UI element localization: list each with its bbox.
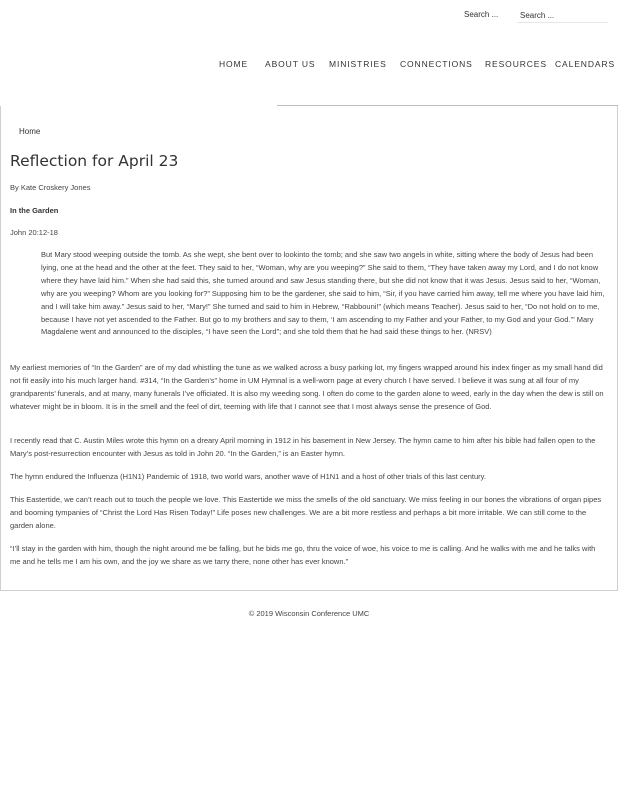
scripture-quote: But Mary stood weeping outside the tomb. As she wept, she bent over to lookinto the tomb; and she saw two angels in white, sitting where the body of Jesus had been lying, one at the head and the other at the feet. They said to her, “Woman, why are you weeping?” She said to them, “They have taken away my Lord, and I do not know where they have laid him.” When she had said this, she turned around and saw Jesus standing there, but she did not know that it was Jesus. Jesus said to her, “Woman, why are you weeping? Whom are you looking for?” Supposing him to be the gardener, she said to him, “Sir, if you have carried him away, tell me where you have laid him, and I will take him away.” Jesus said to her, “Mary!” She turned and said to him in Hebrew, “Rabbouni!” (which means Teacher). Jesus said to her, “Do not hold on to me, because I have not yet ascended to the Father. But go to my brothers and say to them, ‘I am ascending to my Father and your Father, to my God and your God.’” Mary Magdalene went and announced to the disciples, “I have seen the Lord”; and she told them that he had said these things to her. (NRSV) — [41, 250, 605, 337]
search-input[interactable] — [517, 9, 608, 23]
article-paragraph: This Eastertide, we can’t reach out to touch the people we love. This Eastertide we miss the smells of the old sanctuary. We miss feeling in our bones the vibrations of organ pipes and booming tympanies of “Christ the Lord Has Risen Today!” Life poses new challenges. We are a bit more restless and perhaps a bit more irritable. We can still come to the garden alone. — [10, 495, 602, 530]
nav-ministries[interactable]: MINISTRIES — [329, 59, 387, 69]
content-border-left — [0, 106, 1, 590]
article-paragraph: The hymn endured the Influenza (H1N1) Pandemic of 1918, two world wars, another wave of H1N1 and a host of other trials of this last century. — [10, 472, 486, 481]
header-divider — [277, 105, 618, 106]
page-title: Reflection for April 23 — [10, 152, 179, 170]
footer-copyright: © 2019 Wisconsin Conference UMC — [248, 609, 370, 618]
nav-calendars[interactable]: CALENDARS — [555, 59, 616, 69]
article-byline: By Kate Croskery Jones — [10, 183, 91, 192]
nav-about-us[interactable]: ABOUT US — [265, 59, 316, 69]
breadcrumb-home[interactable]: Home — [19, 127, 41, 136]
article-paragraph: My earliest memories of “In the Garden” are of my dad whistling the tune as we walked across a busy parking lot, my fingers wrapped around his index finger as my small hand did not fit easily into his much larger hand. #314, “In the Garden’s” home in UM Hymnal is a well-worn page at every church I have served. I believe it was sung at all four of my grandparents’ funerals, and at many, many funerals I’ve officiated. It is also my weeding song. I often do come to the garden alone to weed, early in the day when the dew is still on whatever might be in bloom. It is in the smell and the feel of dirt, teeming with life that I cannot see that I most always sense the presence of God. — [10, 363, 604, 411]
search-label: Search ... — [464, 10, 499, 19]
hymn-lyrics-paragraph: “I’ll stay in the garden with him, though the night around me be falling, but he bids me go, thru the voice of woe, his voice to me is calling. And he walks with me and he talks with me and he tells me I am his own, and the joy we share as we tarry there, none other has ever known.” — [10, 544, 596, 566]
content-border-bottom — [0, 590, 618, 591]
article-subtitle: In the Garden — [10, 206, 59, 215]
search-form — [464, 9, 614, 23]
nav-home[interactable]: HOME — [219, 59, 249, 69]
nav-resources[interactable]: RESOURCES — [485, 59, 547, 69]
scripture-reference: John 20:12-18 — [10, 228, 58, 237]
main-nav — [219, 59, 616, 71]
nav-connections[interactable]: CONNECTIONS — [400, 59, 473, 69]
article-paragraph: I recently read that C. Austin Miles wrote this hymn on a dreary April morning in 1912 in his basement in New Jersey. The hymn came to him after his bible had fallen open to the Mary’s post-resurrection encounter with Jesus as told in John 20. “In the Garden,” is an Easter hymn. — [10, 436, 596, 458]
